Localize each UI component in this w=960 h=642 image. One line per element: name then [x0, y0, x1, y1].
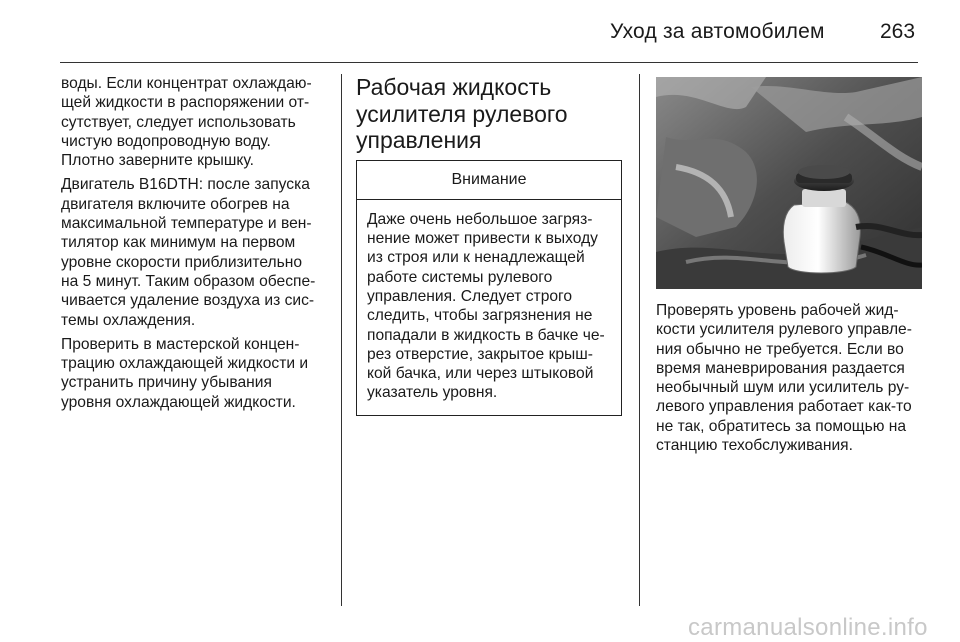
text-line: щей жидкости в распоряжении от- [61, 94, 310, 112]
warning-box [356, 160, 622, 416]
text-line: кой бачка, или через штыковой [367, 365, 594, 383]
reservoir-illustration [656, 77, 922, 289]
title-line: усилителя рулевого [356, 100, 568, 127]
engine-bay-photo [656, 77, 922, 289]
paragraph-engine-b16dth [61, 175, 331, 329]
text-line: темы охлаждения. [61, 311, 196, 329]
text-line: тилятор как минимум на первом [61, 234, 296, 252]
text-line: указатель уровня. [367, 384, 498, 402]
text-line: максимальной температуре и вен- [61, 215, 312, 233]
text-line: трацию охлаждающей жидкости и [61, 355, 309, 373]
text-line: сутствует, следует использовать [61, 113, 296, 131]
page-header-title: Уход за автомобилем [610, 20, 825, 43]
site-watermark: carmanualsonline.info [688, 614, 928, 641]
text-line: следить, чтобы загрязнения не [367, 307, 593, 325]
column-divider-1 [341, 74, 342, 606]
text-line: на 5 минут. Таким образом обеспе- [61, 272, 316, 290]
text-line: двигателя включите обогрев на [61, 195, 290, 213]
text-line: Проверять уровень рабочей жид- [656, 302, 899, 319]
text-line: Проверить в мастерской концен- [61, 335, 300, 353]
column-right [656, 74, 922, 460]
text-line: устранить причину убывания [61, 374, 272, 392]
text-line: нение может привести к выходу [367, 230, 598, 248]
column-left [61, 74, 331, 417]
text-line: левого управления работает как-то [656, 398, 912, 416]
title-line: Рабочая жидкость [356, 74, 552, 100]
paragraph-power-steering-check [656, 301, 922, 455]
text-line: уровне скорости приблизительно [61, 253, 303, 271]
text-line: воды. Если концентрат охлаждаю- [61, 75, 312, 92]
header-rule [60, 62, 918, 63]
text-line: чистую водопроводную воду. [61, 132, 271, 150]
text-line: станцию техобслуживания. [656, 437, 853, 455]
text-line: рез отверстие, закрытое крыш- [367, 345, 593, 363]
column-middle [356, 74, 626, 416]
text-line: необычный шум или усилитель ру- [656, 379, 910, 397]
title-line: управления [356, 127, 482, 153]
section-title [356, 74, 626, 154]
text-line: из строя или к ненадлежащей [367, 249, 585, 267]
warning-text [357, 200, 621, 415]
text-line: работе системы рулевого [367, 268, 553, 286]
text-line: кости усилителя рулевого управле- [656, 321, 912, 339]
text-line: попадали в жидкость в бачке че- [367, 326, 605, 344]
text-line: управления. Следует строго [367, 287, 573, 305]
warning-heading: Внимание [357, 161, 621, 200]
paragraph-coolant-water [61, 74, 331, 170]
text-line: Даже очень небольшое загряз- [367, 210, 593, 228]
text-line: Двигатель B16DTH: после запуска [61, 176, 310, 194]
column-divider-2 [639, 74, 640, 606]
paragraph-workshop-check [61, 335, 331, 412]
text-line: уровня охлаждающей жидкости. [61, 393, 296, 411]
text-line: время маневрирования раздается [656, 359, 905, 377]
text-line: не так, обратитесь за помощью на [656, 417, 907, 435]
text-line: Плотно заверните крышку. [61, 152, 254, 170]
page-number: 263 [880, 20, 916, 43]
text-line: ния обычно не требуется. Если во [656, 340, 904, 358]
text-line: чивается удаление воздуха из сис- [61, 292, 315, 310]
